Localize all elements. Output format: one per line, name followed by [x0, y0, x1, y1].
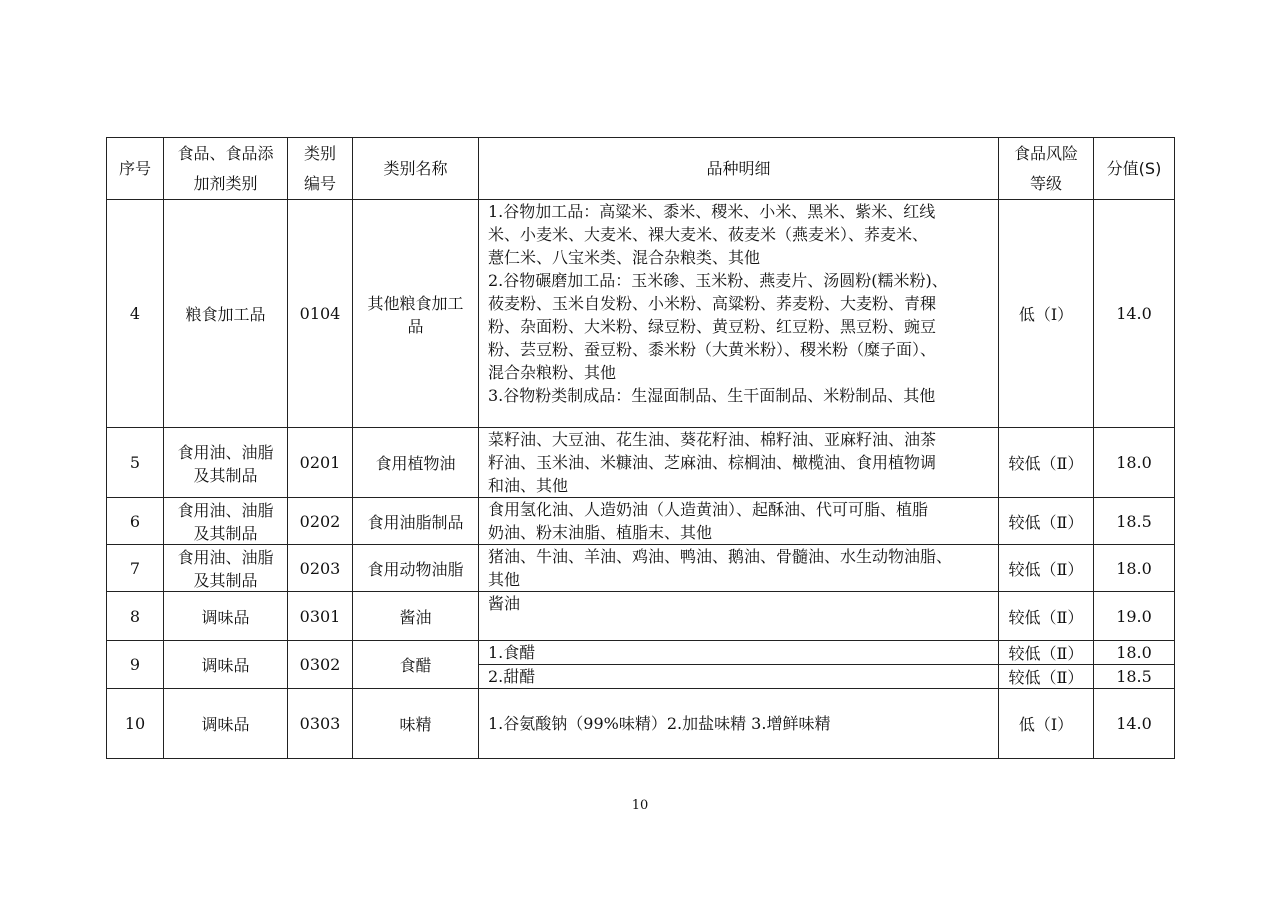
cell-serial: 7	[107, 545, 164, 592]
cell-score: 14.0	[1094, 689, 1175, 759]
cell-score: 18.0	[1094, 545, 1175, 592]
detail-line: 其他	[488, 570, 521, 589]
header-detail: 品种明细	[479, 138, 999, 200]
detail-line: 薏仁米、八宝米类、混合杂粮类、其他	[488, 248, 761, 267]
cell-name: 食用油脂制品	[353, 498, 479, 545]
cell-category	[164, 498, 288, 545]
cell-serial: 10	[107, 689, 164, 759]
page-number: 10	[631, 798, 649, 813]
detail-line: 和油、其他	[488, 476, 569, 495]
cell-serial: 8	[107, 592, 164, 641]
table-row	[107, 428, 1175, 498]
table-row	[107, 592, 1175, 641]
cell-code: 0203	[288, 545, 353, 592]
cell-score: 18.0	[1094, 641, 1175, 665]
table-row	[107, 689, 1175, 759]
detail-line: 菜籽油、大豆油、花生油、葵花籽油、棉籽油、亚麻籽油、油茶	[488, 430, 937, 449]
detail-line: 莜麦粉、玉米自发粉、小米粉、高粱粉、荞麦粉、大麦粉、青稞	[488, 294, 937, 313]
cell-risk: 低（Ⅰ）	[999, 689, 1094, 759]
table-row	[107, 545, 1175, 592]
cell-code: 0201	[288, 428, 353, 498]
cell-category: 粮食加工品	[164, 200, 288, 428]
header-category-line1: 食品、食品添	[177, 143, 274, 163]
cell-name-line2: 品	[407, 316, 424, 336]
cell-score: 18.0	[1094, 428, 1175, 498]
header-code-line1: 类别	[303, 143, 336, 163]
table-row	[107, 200, 1175, 428]
header-risk-line2: 等级	[1029, 173, 1062, 193]
detail-line: 奶油、粉末油脂、植脂末、其他	[488, 523, 713, 542]
cell-score: 14.0	[1094, 200, 1175, 428]
cell-category-line2: 及其制品	[193, 524, 258, 543]
cell-score: 19.0	[1094, 592, 1175, 641]
cell-serial: 4	[107, 200, 164, 428]
cell-name-line1: 其他粮食加工	[367, 293, 464, 313]
detail-line: 猪油、牛油、羊油、鸡油、鸭油、鹅油、骨髓油、水生动物油脂、	[488, 547, 953, 566]
cell-category-line1: 食用油、油脂	[177, 501, 274, 520]
header-risk-line1: 食品风险	[1013, 143, 1078, 163]
cell-name: 食用动物油脂	[353, 545, 479, 592]
header-name: 类别名称	[353, 138, 479, 200]
cell-score: 18.5	[1094, 498, 1175, 545]
cell-detail	[479, 545, 999, 592]
cell-serial: 6	[107, 498, 164, 545]
cell-detail	[479, 428, 999, 498]
cell-risk: 较低（Ⅱ）	[999, 641, 1094, 665]
cell-code: 0202	[288, 498, 353, 545]
cell-name: 酱油	[353, 592, 479, 641]
header-risk	[999, 138, 1094, 200]
cell-category: 调味品	[164, 689, 288, 759]
cell-category-line2: 及其制品	[193, 465, 258, 485]
cell-name: 食用植物油	[353, 428, 479, 498]
cell-detail: 1.食醋	[479, 641, 999, 665]
detail-line: 米、小麦米、大麦米、裸大麦米、莜麦米（燕麦米）、荞麦米、	[488, 225, 929, 244]
cell-serial: 5	[107, 428, 164, 498]
header-code	[288, 138, 353, 200]
cell-risk: 较低（Ⅱ）	[999, 428, 1094, 498]
cell-risk: 较低（Ⅱ）	[999, 592, 1094, 641]
cell-code: 0301	[288, 592, 353, 641]
cell-category-line2: 及其制品	[193, 571, 258, 590]
cell-category: 调味品	[164, 592, 288, 641]
header-serial: 序号	[107, 138, 164, 200]
cell-code: 0104	[288, 200, 353, 428]
table-row	[107, 498, 1175, 545]
table-row	[107, 641, 1175, 665]
cell-detail: 1.谷氨酸钠（99%味精）2.加盐味精 3.增鲜味精	[479, 689, 999, 759]
food-risk-table	[106, 137, 1175, 759]
cell-category: 调味品	[164, 641, 288, 689]
detail-line: 酱油	[488, 594, 521, 613]
cell-risk: 较低（Ⅱ）	[999, 545, 1094, 592]
cell-category	[164, 428, 288, 498]
cell-detail	[479, 200, 999, 428]
cell-risk: 较低（Ⅱ）	[999, 665, 1094, 689]
detail-line: 3.谷物粉类制成品：生湿面制品、生干面制品、米粉制品、其他	[488, 386, 936, 405]
cell-name: 食醋	[353, 641, 479, 689]
cell-risk: 较低（Ⅱ）	[999, 498, 1094, 545]
header-category	[164, 138, 288, 200]
cell-name	[353, 200, 479, 428]
detail-line: 粉、杂面粉、大米粉、绿豆粉、黄豆粉、红豆粉、黑豆粉、豌豆	[488, 317, 937, 336]
detail-line: 粉、芸豆粉、蚕豆粉、黍米粉（大黄米粉）、稷米粉（糜子面）、	[488, 340, 937, 359]
cell-category-line1: 食用油、油脂	[177, 442, 274, 462]
detail-line: 混合杂粮粉、其他	[488, 363, 617, 382]
cell-risk: 低（Ⅰ）	[999, 200, 1094, 428]
detail-line: 籽油、玉米油、米糠油、芝麻油、棕榈油、橄榄油、食用植物调	[488, 453, 937, 472]
cell-category	[164, 545, 288, 592]
cell-detail: 2.甜醋	[479, 665, 999, 689]
detail-line: 2.谷物碾磨加工品：玉米碜、玉米粉、燕麦片、汤圆粉(糯米粉)、	[488, 271, 948, 290]
cell-name: 味精	[353, 689, 479, 759]
header-score: 分值(S)	[1094, 138, 1175, 200]
cell-code: 0302	[288, 641, 353, 689]
cell-category-line1: 食用油、油脂	[177, 548, 274, 567]
header-category-line2: 加剂类别	[193, 173, 258, 193]
table-header-row	[107, 138, 1175, 200]
cell-detail	[479, 498, 999, 545]
header-code-line2: 编号	[303, 173, 336, 193]
detail-line: 1.谷物加工品：高粱米、黍米、稷米、小米、黑米、紫米、红线	[488, 202, 936, 221]
cell-code: 0303	[288, 689, 353, 759]
detail-line: 食用氢化油、人造奶油（人造黄油）、起酥油、代可可脂、植脂	[488, 500, 929, 519]
cell-score: 18.5	[1094, 665, 1175, 689]
cell-detail	[479, 592, 999, 641]
cell-serial: 9	[107, 641, 164, 689]
